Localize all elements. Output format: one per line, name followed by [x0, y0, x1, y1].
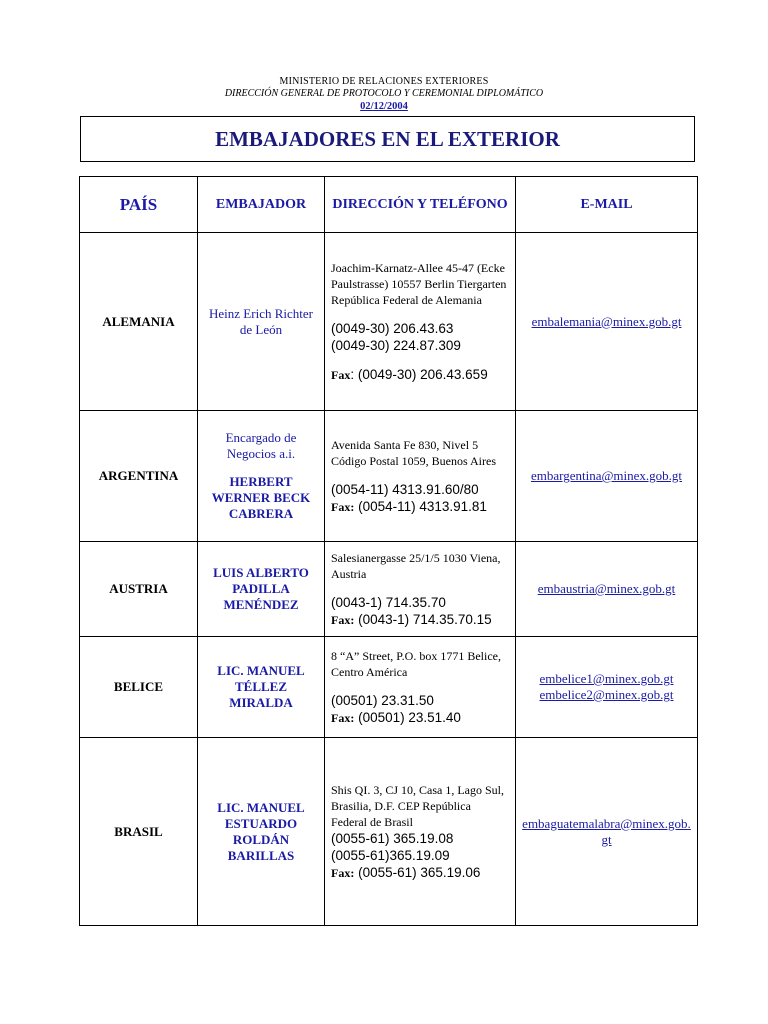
ambassador-name: HERBERT WERNER BECK CABRERA — [211, 474, 311, 521]
email-cell — [516, 738, 698, 926]
fax-label: Fax — [331, 368, 351, 382]
address-text: 8 “A” Street, P.O. box 1771 Belice, Centro América — [331, 649, 501, 679]
phone-1: (00501) 23.31.50 — [331, 693, 434, 708]
ambassador-title: Encargado de Negocios a.i. — [225, 430, 297, 461]
address-text: Shis QI. 3, CJ 10, Casa 1, Lago Sul, Brasilia, D.F. CEP República Federal de Brasil — [331, 783, 505, 829]
email-cell — [516, 542, 698, 637]
address-cell — [325, 637, 516, 738]
phone-1: (0049-30) 206.43.63 — [331, 321, 454, 336]
table-row — [80, 542, 698, 637]
ambassador-name: LIC. MANUEL TÉLLEZ MIRALDA — [217, 663, 305, 710]
phone-1: (0043-1) 714.35.70 — [331, 595, 446, 610]
address-text: Salesianergasse 25/1/5 1030 Viena, Austria — [331, 551, 501, 581]
fax-label: Fax: — [331, 500, 355, 514]
fax-number: : (0049-30) 206.43.659 — [350, 367, 488, 382]
country-cell: BELICE — [80, 637, 198, 738]
col-header-address: DIRECCIÓN Y TELÉFONO — [325, 177, 516, 233]
document-date: 02/12/2004 — [360, 101, 408, 112]
address-cell — [325, 738, 516, 926]
email-cell — [516, 637, 698, 738]
fax-number: (0054-11) 4313.91.81 — [354, 499, 487, 514]
email-link[interactable]: embaustria@minex.gob.gt — [537, 581, 676, 596]
email-link[interactable]: embelice1@minex.gob.gt — [539, 671, 674, 686]
address-cell — [325, 542, 516, 637]
ambassador-cell — [198, 233, 325, 411]
address-cell — [325, 233, 516, 411]
address-text: Joachim-Karnatz-Allee 45-47 (Ecke Paulstrasse) 10557 Berlin Tiergarten República Federal de Alemania — [331, 261, 507, 307]
table-row — [80, 411, 698, 542]
title-box — [80, 116, 695, 162]
ambassador-name: Heinz Erich Richter de León — [209, 305, 313, 337]
table-row — [80, 637, 698, 738]
address-cell — [325, 411, 516, 542]
fax-label: Fax: — [331, 613, 355, 627]
page-title: EMBAJADORES EN EL EXTERIOR — [215, 126, 560, 151]
phone-2: (0049-30) 224.87.309 — [331, 338, 461, 353]
fax-number: (0055-61) 365.19.06 — [354, 865, 481, 880]
country-cell: BRASIL — [80, 738, 198, 926]
country-cell: AUSTRIA — [80, 542, 198, 637]
col-header-country: PAÍS — [80, 177, 198, 233]
table-header-row — [80, 177, 698, 233]
ministry-header: MINISTERIO DE RELACIONES EXTERIORES — [279, 76, 489, 87]
phone-1: (0054-11) 4313.91.60/80 — [331, 482, 479, 497]
table-row — [80, 738, 698, 926]
table-row — [80, 233, 698, 411]
ambassador-cell — [198, 637, 325, 738]
fax-label: Fax: — [331, 711, 355, 725]
email-cell — [516, 233, 698, 411]
address-text: Avenida Santa Fe 830, Nivel 5 Código Postal 1059, Buenos Aires — [331, 438, 497, 468]
direction-header: DIRECCIÓN GENERAL DE PROTOCOLO Y CEREMONIAL DIPLOMÁTICO — [224, 88, 544, 99]
country-cell: ARGENTINA — [80, 411, 198, 542]
ambassadors-table — [79, 176, 698, 926]
col-header-ambassador: EMBAJADOR — [198, 177, 325, 233]
phone-1: (0055-61) 365.19.08 — [331, 831, 454, 846]
email-link[interactable]: embelice2@minex.gob.gt — [539, 687, 674, 702]
fax-number: (0043-1) 714.35.70.15 — [354, 612, 492, 627]
ambassador-cell — [198, 542, 325, 637]
fax-label: Fax: — [331, 866, 355, 880]
phone-2: (0055-61)365.19.09 — [331, 848, 450, 863]
col-header-email: E-MAIL — [516, 177, 698, 233]
country-cell: ALEMANIA — [80, 233, 198, 411]
ambassador-cell — [198, 738, 325, 926]
email-cell — [516, 411, 698, 542]
ambassador-cell — [198, 411, 325, 542]
email-link[interactable]: embargentina@minex.gob.gt — [530, 468, 683, 483]
ambassador-name: LUIS ALBERTO PADILLA MENÉNDEZ — [213, 565, 309, 612]
fax-number: (00501) 23.51.40 — [354, 710, 461, 725]
email-link[interactable]: embaguatemalabra@minex.gob.gt — [522, 815, 691, 847]
ambassador-name: LIC. MANUEL ESTUARDO ROLDÁN BARILLAS — [217, 799, 305, 863]
email-link[interactable]: embalemania@minex.gob.gt — [531, 313, 682, 329]
